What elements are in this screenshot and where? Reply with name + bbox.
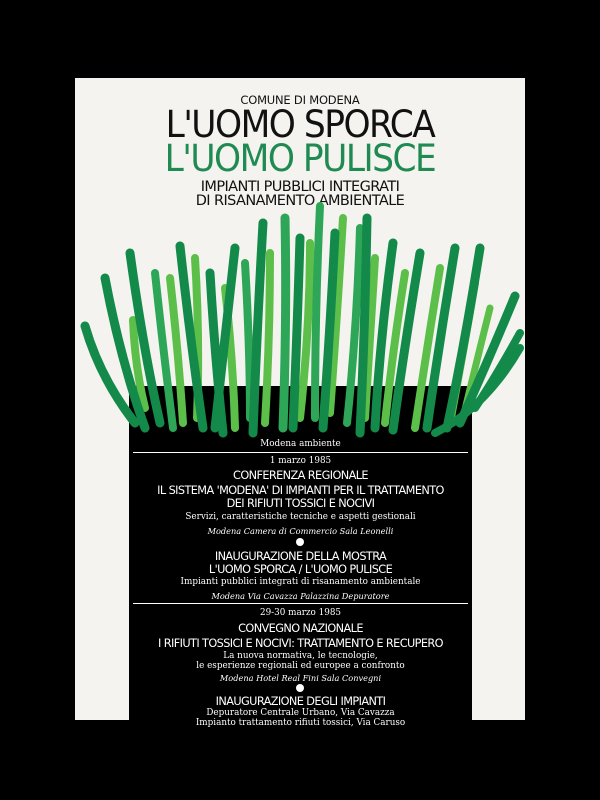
comune-label: COMUNE DI MODENA [240, 93, 360, 107]
event3-title: I RIFIUTI TOSSICI E NOCIVI: TRATTAMENTO E RECUPERO [158, 637, 443, 650]
grass-blade [283, 218, 286, 428]
date-1: 1 marzo 1985 [269, 456, 332, 466]
event1-title-line1: IL SISTEMA 'MODENA' DI IMPIANTI PER IL TRATTAMENTO [157, 484, 444, 497]
event2-title-line2: L'UOMO SPORCA / L'UOMO PULISCE [208, 563, 393, 576]
event2-detail: Impianti pubblici integrati di risanamento ambientale [180, 577, 421, 587]
event4-detail-line1: Depuratore Centrale Urbano, Via Cavazza [206, 708, 395, 718]
event4-detail-line2: Impianto trattamento rifiuti tossici, Via Caruso [195, 718, 406, 728]
event2-title-line1: INAUGURAZIONE DELLA MOSTRA [214, 550, 387, 563]
event1-venue: Modena Camera di Commercio Sala Leonelli [207, 526, 394, 536]
grass-blade [253, 223, 263, 433]
title-line1: L'UOMO SPORCA [165, 103, 435, 146]
grass-blade [245, 263, 250, 418]
event1-title-line2: DEI RIFIUTI TOSSICI E NOCIVI [226, 497, 375, 510]
event3-detail-line1: La nuova normativa, le tecnologie, [223, 651, 378, 661]
grass-blade [265, 253, 270, 423]
organizer-label: Modena ambiente [260, 439, 341, 449]
title-line2: L'UOMO PULISCE [164, 137, 436, 180]
subtitle-line1: IMPIANTI PUBBLICI INTEGRATI [200, 179, 400, 195]
poster [75, 78, 525, 728]
subtitle-line2: DI RISANAMENTO AMBIENTALE [195, 193, 405, 209]
event4-title: INAUGURAZIONE DEGLI IMPIANTI [215, 695, 386, 708]
date-2: 29-30 marzo 1985 [259, 608, 342, 618]
event1-detail: Servizi, caratteristiche tecniche e aspetti gestionali [185, 512, 416, 522]
event3-type: CONVEGNO NAZIONALE [238, 622, 363, 635]
event3-venue: Modena Hotel Real Fini Sala Convegni [219, 673, 382, 683]
grass-blade [315, 206, 320, 418]
event2-venue: Modena Via Cavazza Palazzina Depuratore [211, 591, 390, 601]
event3-detail-line2: le esperienze regionali ed europee a confronto [196, 661, 405, 671]
grass-illustration [75, 78, 525, 720]
event1-type: CONFERENZA REGIONALE [233, 469, 368, 482]
